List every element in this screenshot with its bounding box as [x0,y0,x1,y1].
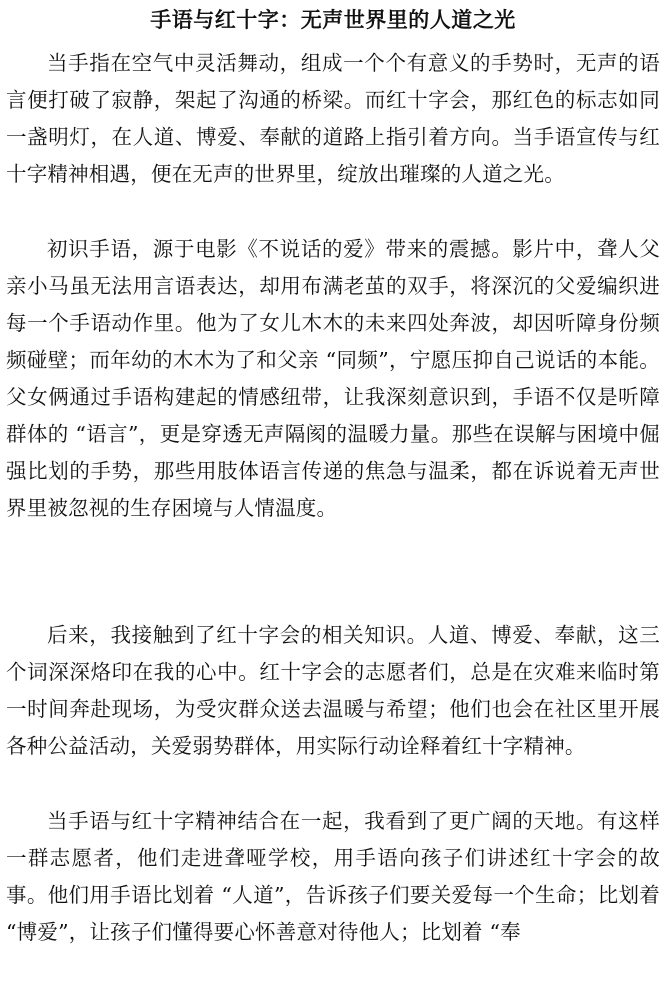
paragraph-intro: 当手指在空气中灵活舞动，组成一个个有意义的手势时，无声的语言便打破了寂静，架起了沟通的桥梁。而红十字会，那红色的标志如同一盏明灯，在人道、博爱、奉献的道路上指引着方向。当手语宣传与红十字精神相遇，便在无声的世界里，绽放出璀璨的人道之光。 [6,51,660,186]
paragraph-sign-language-and-red-cross: 当手语与红十字精神结合在一起，我看到了更广阔的天地。有这样一群志愿者，他们走进聋哑学校，用手语向孩子们讲述红十字会的故事。他们用手语比划着 “人道”，告诉孩子们要关爱每一个生命；比划着 “博爱”，让孩子们懂得要心怀善意对待他人；比划着 “奉 [6,809,660,944]
document-title: 手语与红十字：无声世界里的人道之光 [150,7,516,32]
paragraph-red-cross: 后来，我接触到了红十字会的相关知识。人道、博爱、奉献，这三个词深深烙印在我的心中。红十字会的志愿者们，总是在灾难来临时第一时间奔赴现场，为受灾群众送去温暖与希望；他们也会在社区里开展各种公益活动，关爱弱势群体，用实际行动诠释着红十字精神。 [6,623,660,758]
paragraph-film-story: 初识手语，源于电影《不说话的爱》带来的震撼。影片中，聋人父亲小马虽无法用言语表达，却用布满老茧的双手，将深沉的父爱编织进每一个手语动作里。他为了女儿木木的未来四处奔波，却因听障身份频频碰壁；而年幼的木木为了和父亲 “同频”，宁愿压抑自己说话的本能。父女俩通过手语构建起的情感纽带，让我深刻意识到，手语不仅是听障群体的 “语言”，更是穿透无声隔阂的温暖力量。那些在误解与困境中倔强比划的手势，那些用肢体语言传递的焦急与温柔，都在诉说着无声世界里被忽视的生存困境与人情温度。 [6,237,660,520]
